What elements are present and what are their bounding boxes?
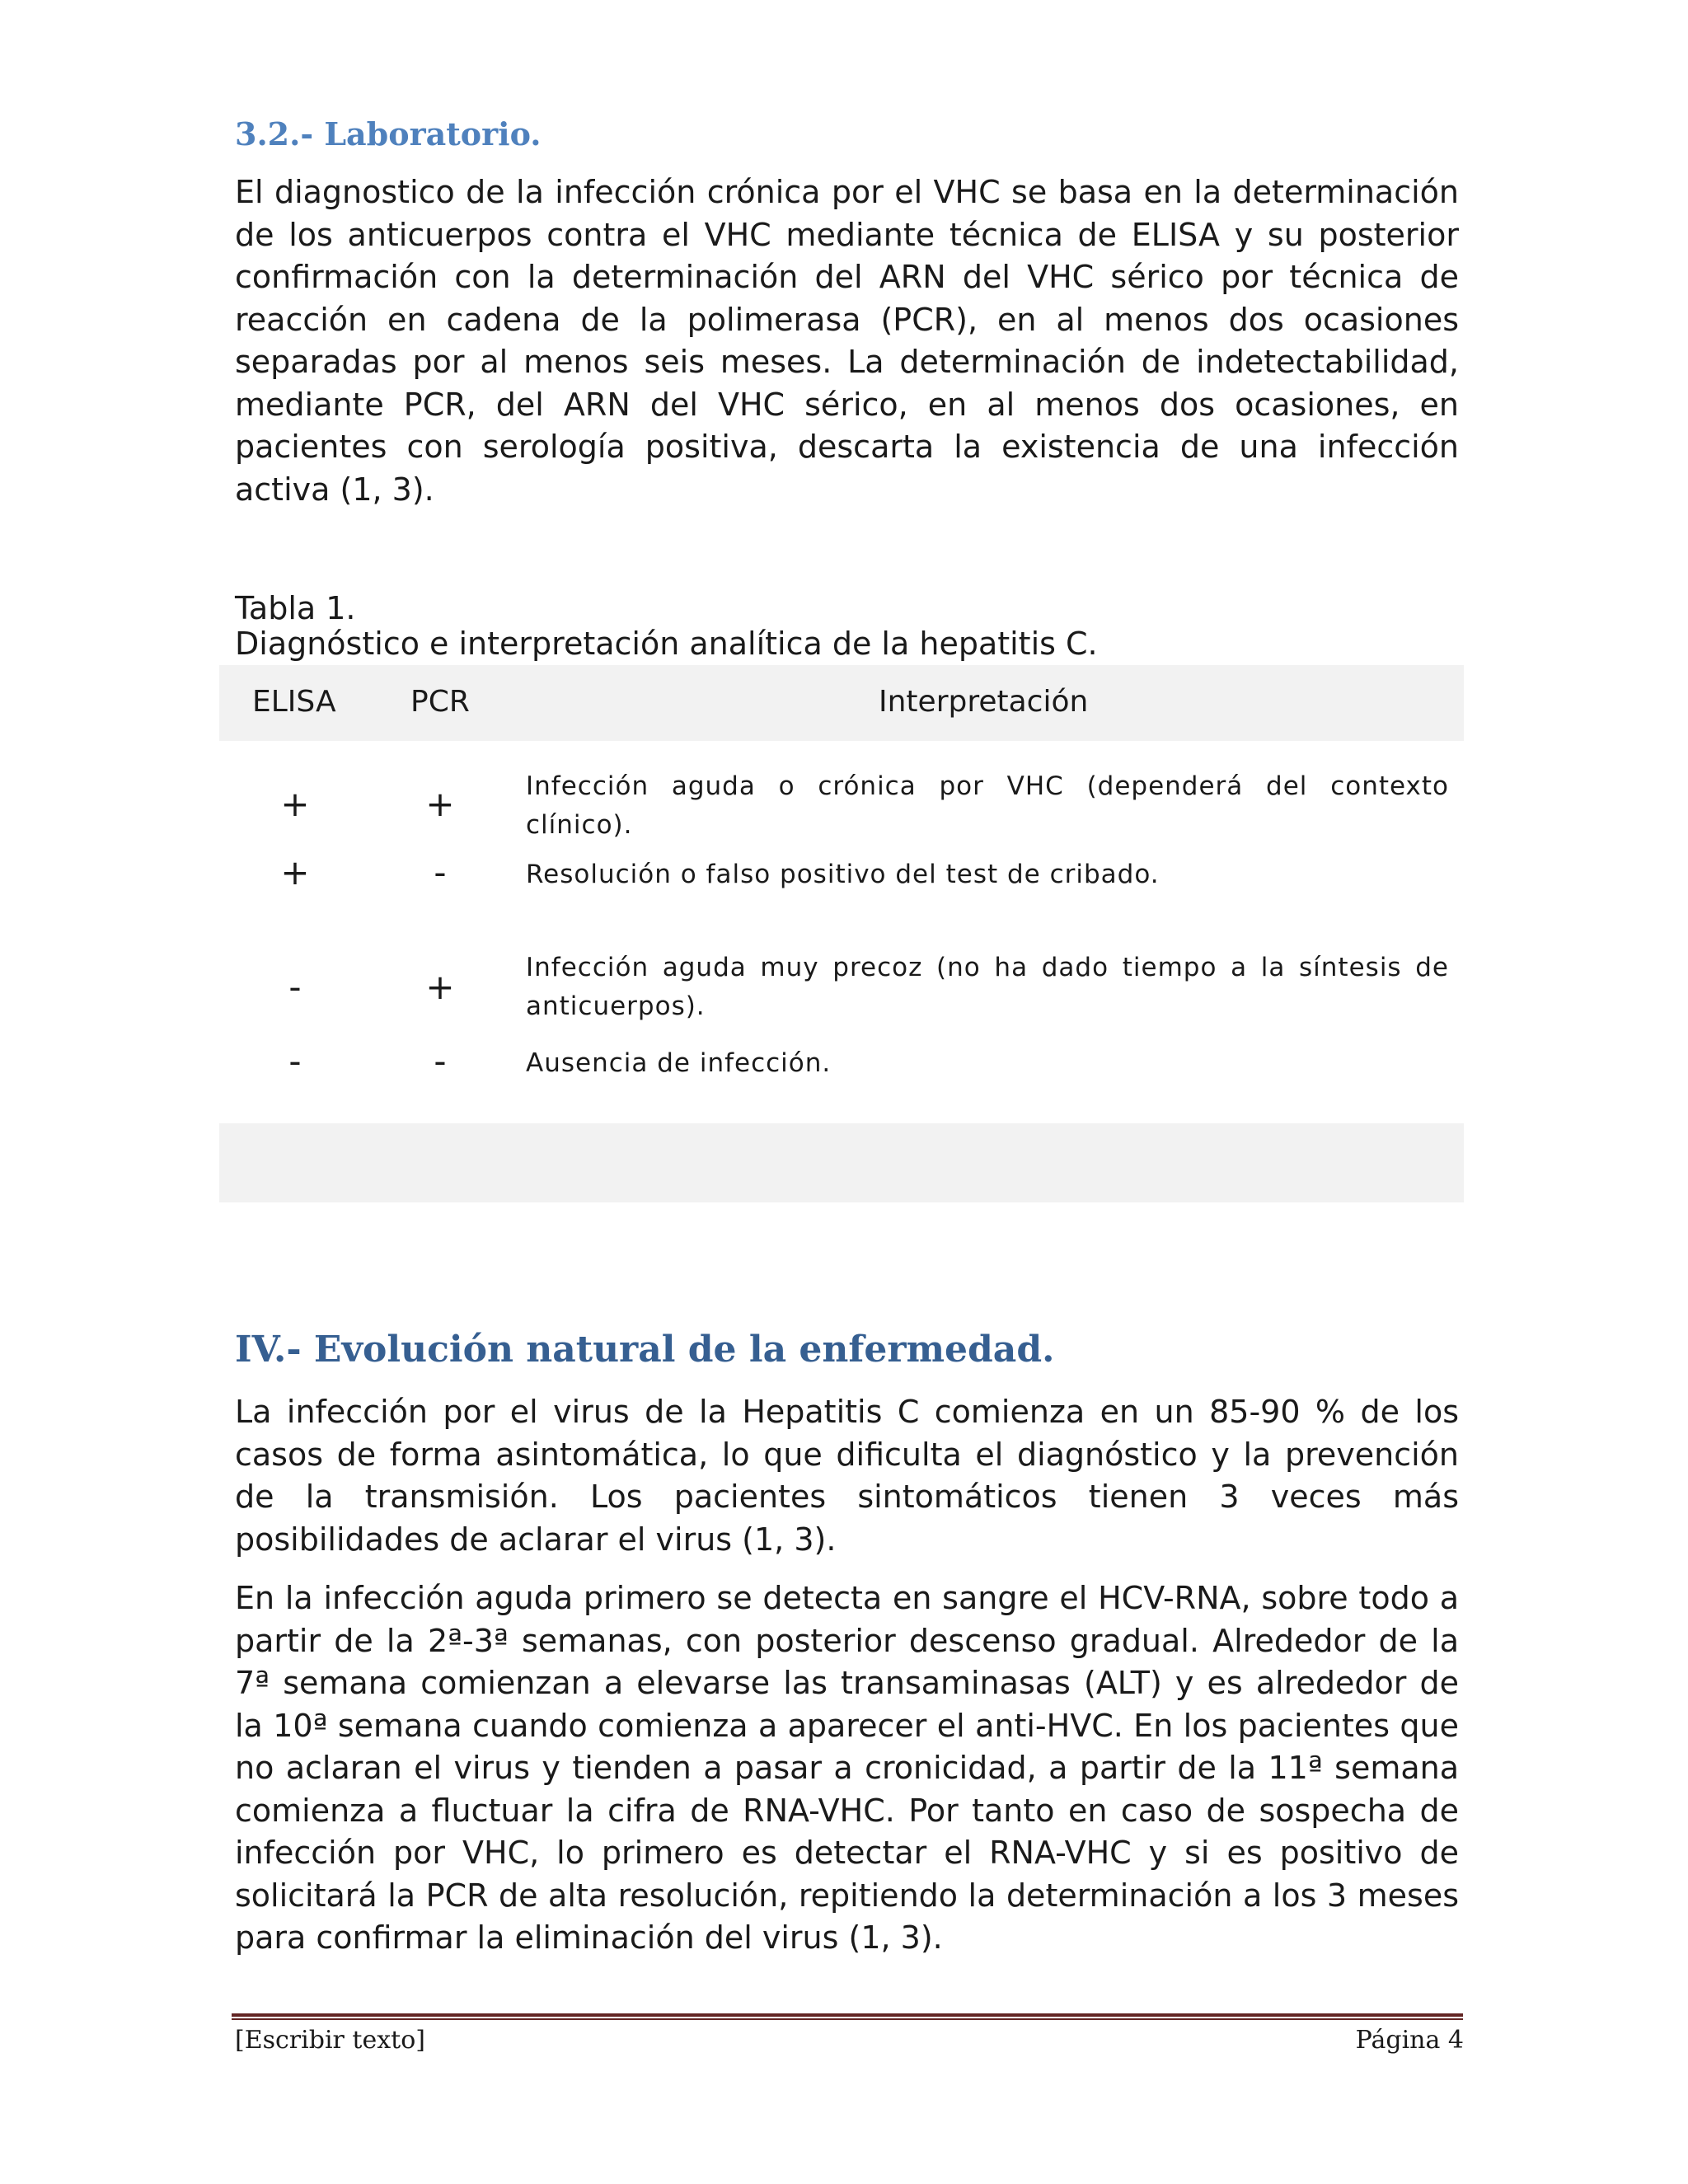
table-row <box>219 1041 1464 1123</box>
section-heading-evolucion: IV.- Evolución natural de la enfermedad. <box>235 1329 1055 1371</box>
cell-elisa: - <box>288 1041 302 1081</box>
cell-pcr: - <box>434 1041 447 1081</box>
cell-pcr: - <box>434 852 447 893</box>
cell-interpretation: Ausencia de infección. <box>526 1048 832 1078</box>
section-heading-laboratorio: 3.2.- Laboratorio. <box>235 115 542 152</box>
header-pcr: PCR <box>410 685 470 719</box>
cell-elisa: + <box>280 784 310 824</box>
table-caption <box>235 591 1098 662</box>
table-caption-number: Tabla 1. <box>235 590 356 626</box>
evolucion-paragraph-2: En la infección aguda primero se detecta en sangre el HCV-RNA, sobre todo a partir de la 2ª-3ª semanas, con posterior descenso gradual. Alrededor de la 7ª semana comienzan a elevarse las transaminasas (ALT) y es alrededor de la 10ª semana cuando comienza a aparecer el anti-HVC. En los pacientes que no aclaran el virus y tienden a pasar a cronicidad, a partir de la 11ª semana comienza a fluctuar la cifra de RNA-VHC. Por tanto en caso de sospecha de infección por VHC, lo primero es detectar el RNA-VHC y si es positivo de solicitará la PCR de alta resolución, repitiendo la determinación a los 3 meses para confirmar la eliminación del virus (1, 3). <box>235 1580 1459 1956</box>
footer-rule <box>232 2013 1463 2020</box>
table-footer-band <box>219 1123 1464 1202</box>
table-row <box>219 852 1464 947</box>
table-caption-title: Diagnóstico e interpretación analítica de la hepatitis C. <box>235 626 1098 662</box>
table-row <box>219 947 1464 1044</box>
cell-pcr: + <box>425 784 455 824</box>
cell-interpretation: Infección aguda o crónica por VHC (dependerá del contexto clínico). <box>526 771 1449 840</box>
laboratorio-paragraph: El diagnostico de la infección crónica por el VHC se basa en la determinación de los anticuerpos contra el VHC mediante técnica de ELISA y su posterior confirmación con la determinación del ARN del VHC sérico por técnica de reacción en cadena de la polimerasa (PCR), en al menos dos ocasiones separadas por al menos seis meses. La determinación de indetectabilidad, mediante PCR, del ARN del VHC sérico, en al menos dos ocasiones, en pacientes con serología positiva, descarta la existencia de una infección activa (1, 3). <box>235 174 1459 508</box>
header-elisa: ELISA <box>252 685 336 719</box>
cell-elisa: - <box>288 967 302 1007</box>
cell-interpretation: Infección aguda muy precoz (no ha dado tiempo a la síntesis de anticuerpos). <box>526 953 1449 1021</box>
cell-elisa: + <box>280 852 310 893</box>
table-header-row <box>219 665 1464 741</box>
table-row <box>219 757 1464 852</box>
diagnosis-table <box>219 665 1464 1202</box>
evolucion-paragraph-1: La infección por el virus de la Hepatitis C comienza en un 85-90 % de los casos de forma asintomática, lo que dificulta el diagnóstico y la prevención de la transmisión. Los pacientes sintomáticos tienen 3 veces más posibilidades de aclarar el virus (1, 3). <box>235 1394 1459 1558</box>
header-interpretation: Interpretación <box>879 685 1089 719</box>
footer-placeholder-text: [Escribir texto] <box>235 2026 425 2055</box>
cell-interpretation: Resolución o falso positivo del test de cribado. <box>526 860 1160 889</box>
cell-pcr: + <box>425 967 455 1007</box>
page-number: Página 4 <box>1355 2026 1464 2055</box>
